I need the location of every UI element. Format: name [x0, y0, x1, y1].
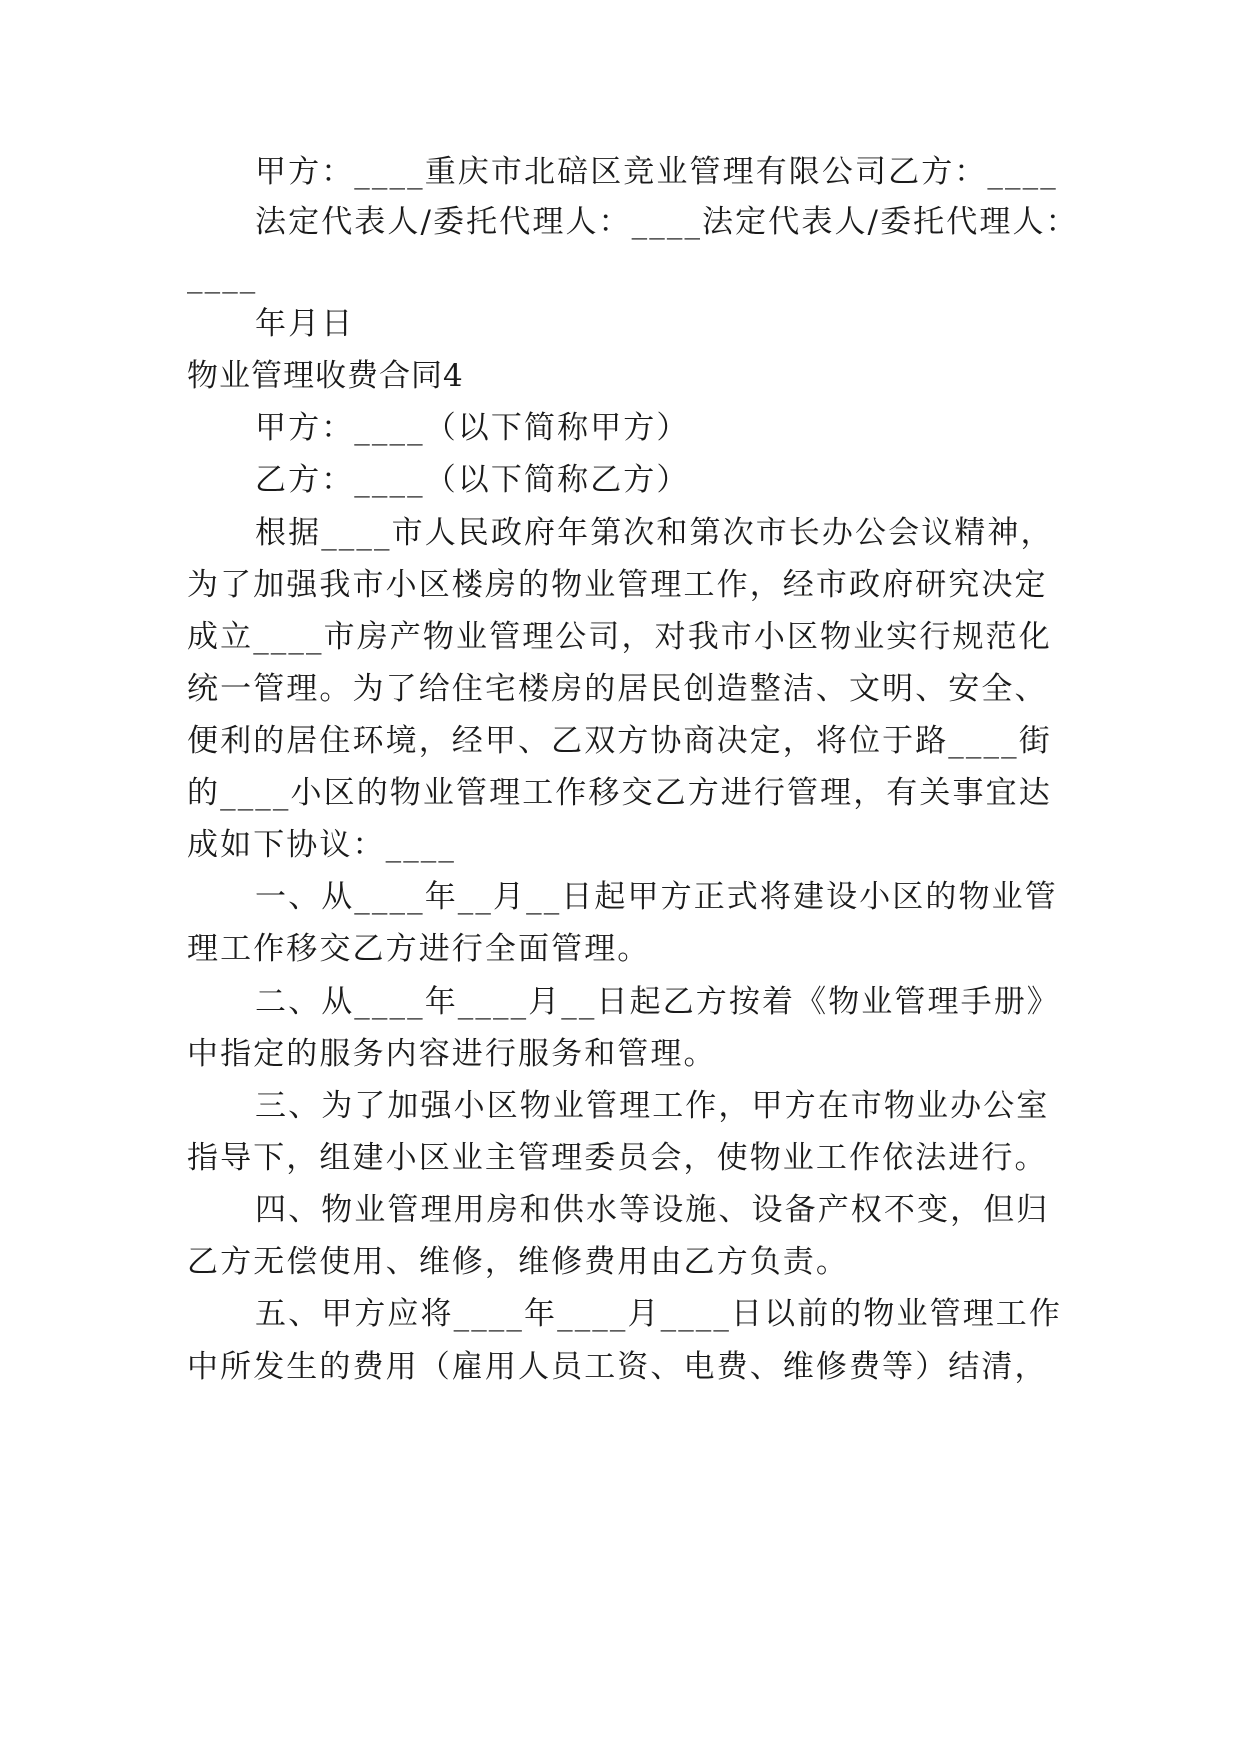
preamble-line-1: 根据____市人民政府年第次和第次市长办公会议精神，: [255, 515, 1054, 551]
clause-3-line-1: 三、为了加强小区物业管理工作，甲方在市物业办公室: [255, 1088, 1050, 1124]
representative-blank-line: ____: [187, 258, 258, 294]
preamble-line-3: 成立____市房产物业管理公司，对我市小区物业实行规范化: [187, 619, 1052, 655]
preamble-line-2: 为了加强我市小区楼房的物业管理工作，经市政府研究决定: [187, 567, 1048, 603]
clause-4-line-2: 乙方无偿使用、维修，维修费用由乙方负责。: [187, 1244, 849, 1280]
preamble-line-5: 便利的居住环境，经甲、乙双方协商决定，将位于路____街: [187, 723, 1052, 759]
clause-2-line-2: 中指定的服务内容进行服务和管理。: [187, 1036, 717, 1072]
date-line: 年月日: [255, 306, 355, 342]
clause-2-line-1: 二、从____年____月__日起乙方按着《物业管理手册》: [255, 984, 1060, 1020]
party-a-signature-line: 甲方：____重庆市北碚区竞业管理有限公司乙方：____: [255, 154, 1058, 190]
clause-1-line-2: 理工作移交乙方进行全面管理。: [187, 931, 651, 967]
contract-title: 物业管理收费合同4: [187, 358, 464, 394]
preamble-line-4: 统一管理。为了给住宅楼房的居民创造整洁、文明、安全、: [187, 671, 1048, 707]
clause-5-line-2: 中所发生的费用（雇用人员工资、电费、维修费等）结清，: [187, 1349, 1048, 1385]
party-b-line: 乙方：____（以下简称乙方）: [255, 462, 690, 498]
clause-3-line-2: 指导下，组建小区业主管理委员会，使物业工作依法进行。: [187, 1140, 1048, 1176]
representative-line: 法定代表人/委托代理人：____法定代表人/委托代理人：: [255, 204, 1079, 240]
clause-5-line-1: 五、甲方应将____年____月____日以前的物业管理工作: [255, 1296, 1062, 1332]
clause-4-line-1: 四、物业管理用房和供水等设施、设备产权不变，但归: [255, 1192, 1050, 1228]
party-a-line: 甲方：____（以下简称甲方）: [255, 410, 690, 446]
preamble-line-6: 的____小区的物业管理工作移交乙方进行管理，有关事宜达: [187, 775, 1052, 811]
preamble-line-7: 成如下协议：____: [187, 827, 456, 863]
clause-1-line-1: 一、从____年__月__日起甲方正式将建设小区的物业管: [255, 879, 1058, 915]
